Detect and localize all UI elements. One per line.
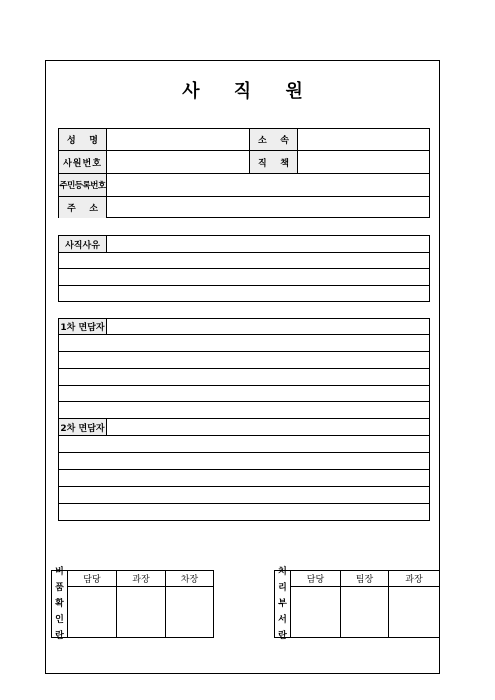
interview1-field[interactable] bbox=[107, 319, 429, 334]
interview2-line[interactable] bbox=[59, 487, 429, 504]
approval-header: 차장 bbox=[166, 571, 213, 587]
processing-dept-approval bbox=[274, 567, 440, 641]
empno-field[interactable] bbox=[107, 151, 250, 173]
empno-label: 사원번호 bbox=[59, 151, 107, 173]
approval-side-label: 비 품 확 인 란 bbox=[52, 571, 68, 637]
approval-header: 과장 bbox=[117, 571, 166, 587]
interview1-line[interactable] bbox=[59, 386, 429, 402]
reason-table bbox=[58, 235, 430, 302]
interview2-header-row bbox=[59, 419, 429, 436]
reason-label: 사직사유 bbox=[59, 236, 107, 252]
address-label: 주 소 bbox=[59, 197, 107, 218]
name-label: 성 명 bbox=[59, 129, 107, 150]
name-row bbox=[59, 129, 429, 151]
signature-box[interactable] bbox=[389, 587, 439, 637]
interview2-line[interactable] bbox=[59, 436, 429, 453]
signature-box[interactable] bbox=[117, 587, 166, 637]
empno-row bbox=[59, 151, 429, 174]
title-char: 직 bbox=[233, 81, 252, 102]
page-title bbox=[46, 77, 439, 103]
address-field[interactable] bbox=[107, 197, 429, 218]
interview2-label: 2차 면담자 bbox=[59, 419, 107, 435]
interview2-line[interactable] bbox=[59, 470, 429, 487]
reason-field[interactable] bbox=[107, 236, 429, 252]
interview2-line[interactable] bbox=[59, 504, 429, 521]
interview1-line[interactable] bbox=[59, 369, 429, 386]
dept-label: 소 속 bbox=[250, 129, 298, 150]
rrn-field[interactable] bbox=[107, 174, 429, 196]
address-row bbox=[59, 197, 429, 218]
resignation-form bbox=[45, 60, 440, 674]
signature-box[interactable] bbox=[341, 587, 389, 637]
interview1-line[interactable] bbox=[59, 402, 429, 419]
interview2-field[interactable] bbox=[107, 419, 429, 435]
personal-info-table bbox=[58, 128, 430, 218]
signature-box[interactable] bbox=[68, 587, 117, 637]
approval-header: 담당 bbox=[291, 571, 341, 587]
rrn-row bbox=[59, 174, 429, 197]
title-char: 원 bbox=[285, 81, 303, 102]
approval-header: 담당 bbox=[68, 571, 117, 587]
interview1-line[interactable] bbox=[59, 352, 429, 369]
interview-table bbox=[58, 318, 430, 521]
reason-line[interactable] bbox=[59, 253, 429, 269]
equipment-check-approval bbox=[51, 567, 214, 641]
reason-line[interactable] bbox=[59, 286, 429, 302]
interview1-header-row bbox=[59, 319, 429, 335]
reason-header-row bbox=[59, 236, 429, 253]
title-char: 사 bbox=[182, 81, 200, 102]
position-field[interactable] bbox=[298, 151, 429, 173]
signature-box[interactable] bbox=[291, 587, 341, 637]
approval-header: 팀장 bbox=[341, 571, 389, 587]
interview1-line[interactable] bbox=[59, 335, 429, 352]
approval-header: 과장 bbox=[389, 571, 439, 587]
rrn-label: 주민등록번호 bbox=[59, 174, 107, 196]
interview1-label: 1차 면담자 bbox=[59, 319, 107, 334]
interview2-line[interactable] bbox=[59, 453, 429, 470]
approval-side-label: 처 리 부 서 란 bbox=[275, 571, 291, 637]
signature-box[interactable] bbox=[166, 587, 213, 637]
reason-line[interactable] bbox=[59, 269, 429, 286]
dept-field[interactable] bbox=[298, 129, 429, 150]
name-field[interactable] bbox=[107, 129, 250, 150]
position-label: 직 책 bbox=[250, 151, 298, 173]
